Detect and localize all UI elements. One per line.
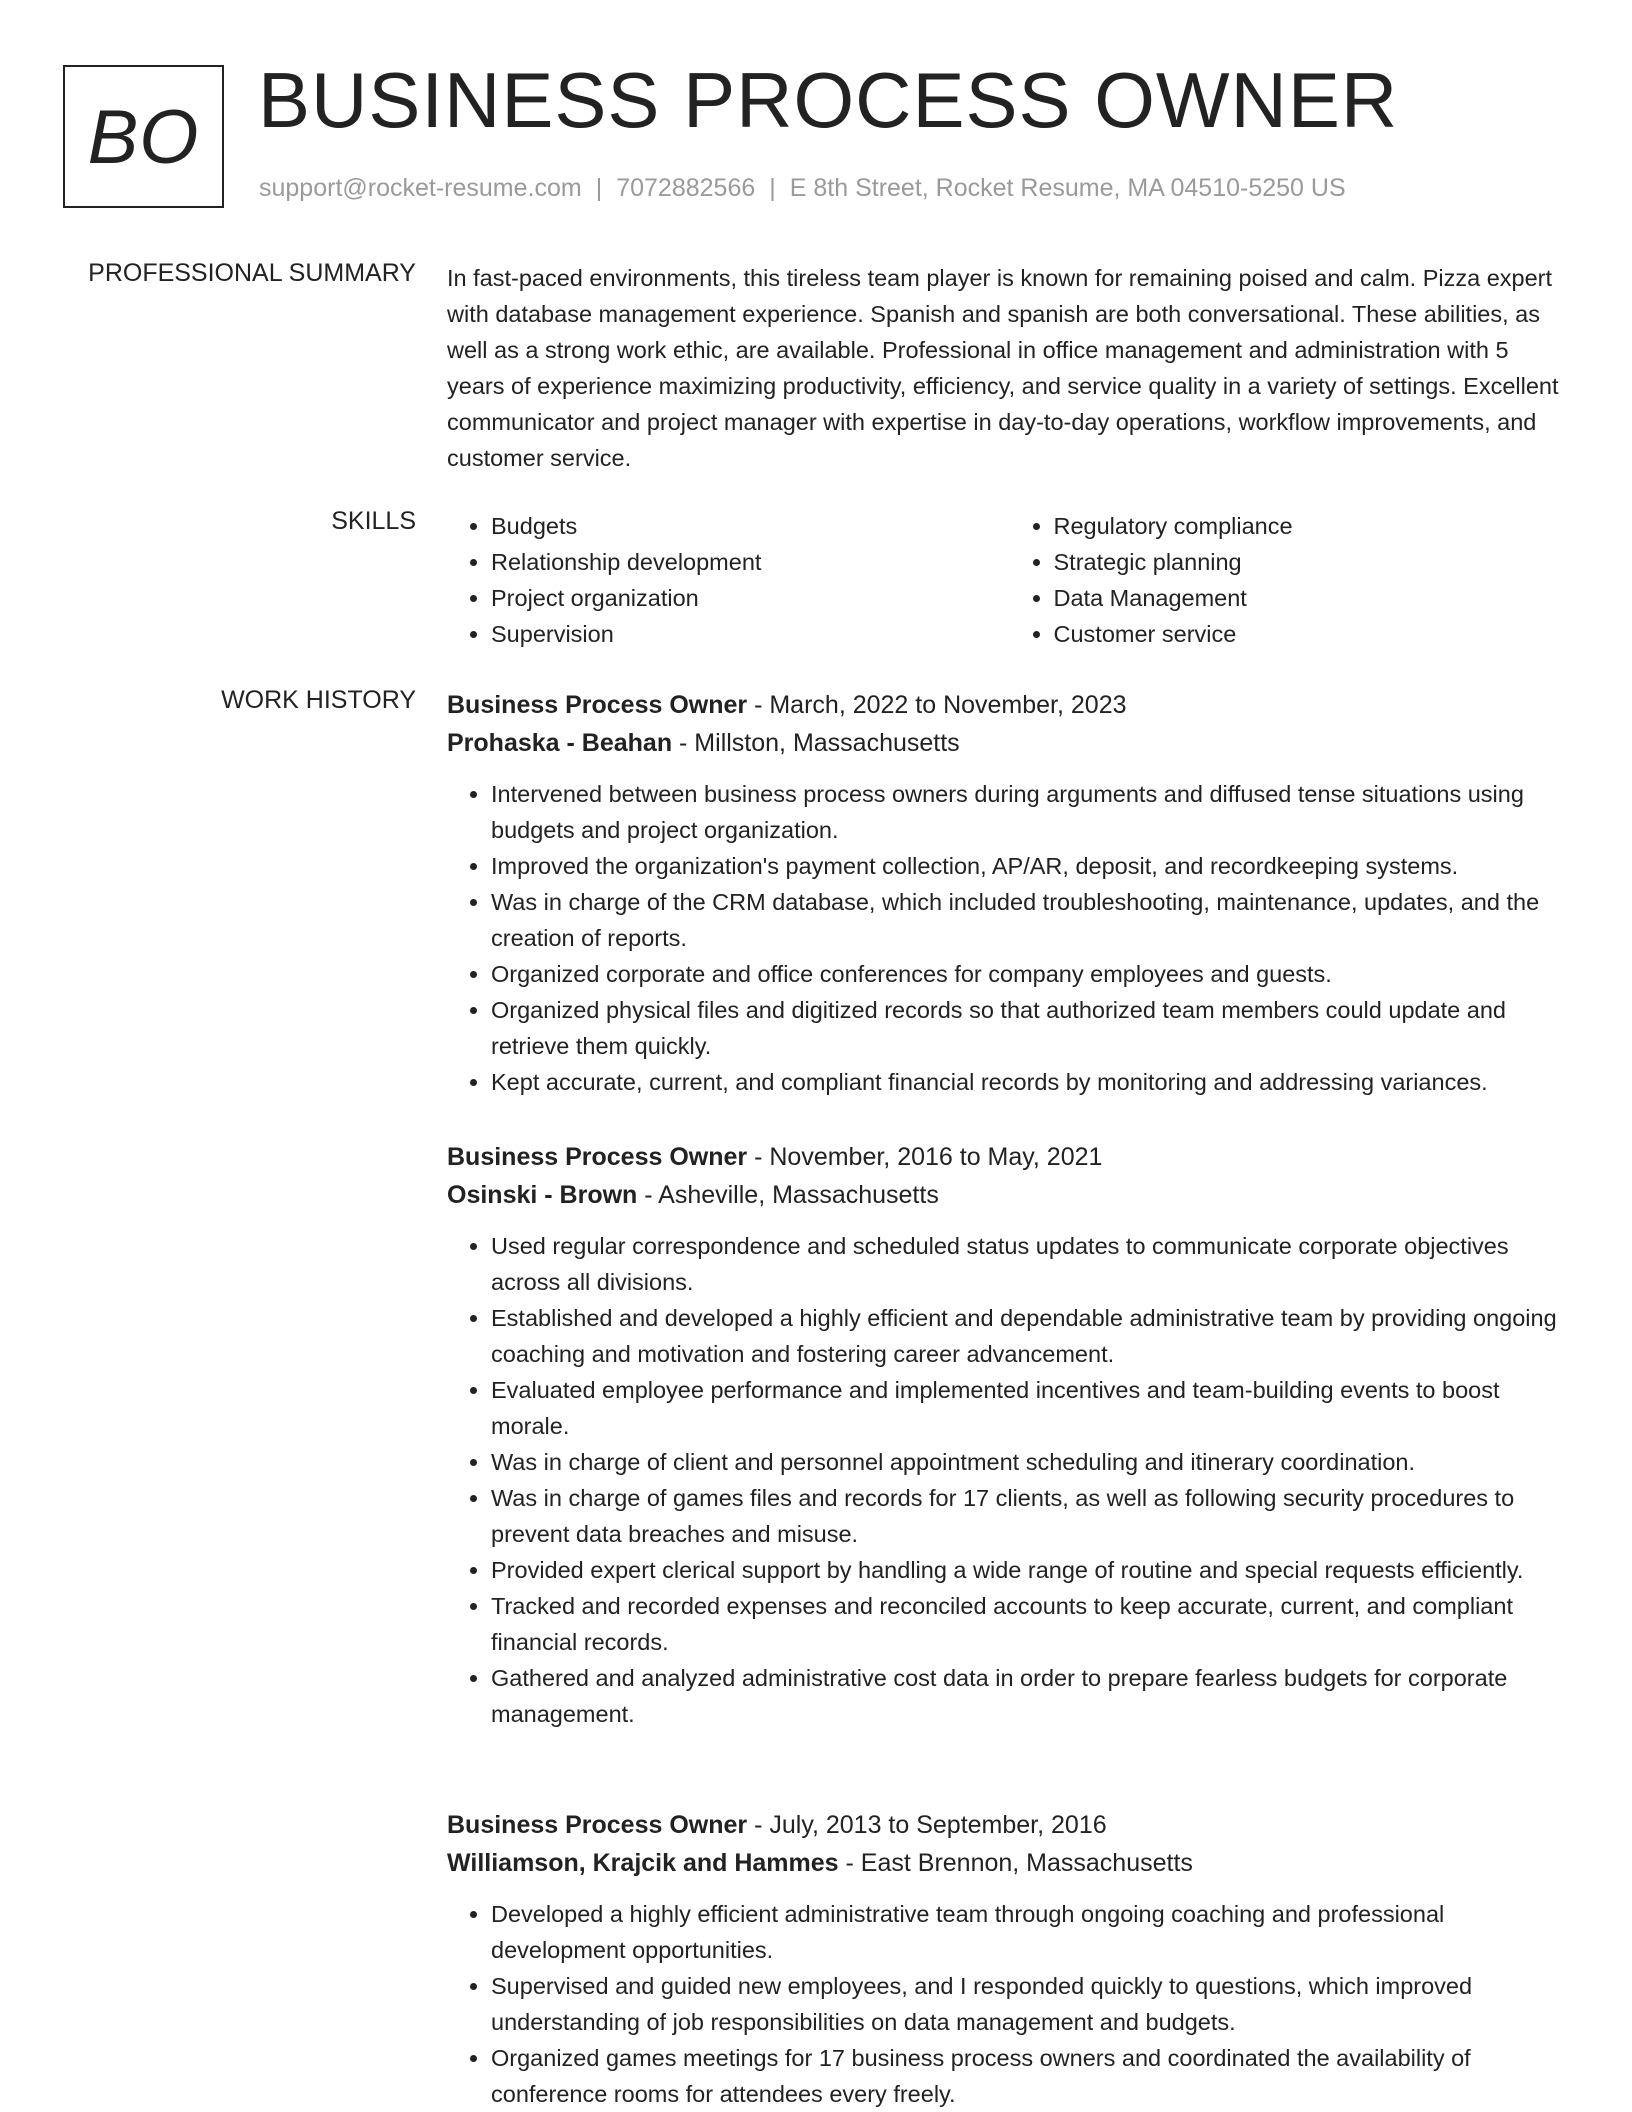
skills-list-right	[1010, 508, 1573, 652]
skill-item: • Strategic planning	[1054, 544, 1573, 580]
skill-item: • Regulatory compliance	[1054, 508, 1573, 544]
job-bullet: • Organized corporate and office conferences for company employees and guests.	[491, 956, 1572, 992]
job-company-line	[447, 724, 1572, 762]
job-bullet: • Developed a highly efficient administrative team through ongoing coaching and professional development opportunities.	[491, 1896, 1572, 1968]
job-bullet: • Used regular correspondence and scheduled status updates to communicate corporate objectives across all divisions.	[491, 1228, 1572, 1300]
job-dates: - November, 2016 to May, 2021	[747, 1143, 1103, 1171]
job-title-line	[447, 1138, 1572, 1176]
job-company: Prohaska - Beahan	[447, 729, 673, 757]
summary-content	[447, 260, 1572, 476]
contact-email[interactable]: support@rocket-resume.com	[259, 174, 582, 202]
skill-item: • Supervision	[491, 616, 1010, 652]
job-bullet: • Kept accurate, current, and compliant financial records by monitoring and addressing variances.	[491, 1064, 1572, 1100]
job-bullet: • Organized physical files and digitized records so that authorized team members could update and retrieve them quickly.	[491, 992, 1572, 1064]
job-location: - Millston, Massachusetts	[672, 729, 960, 757]
job-bullets	[447, 1228, 1572, 1732]
skills-heading: SKILLS	[331, 507, 416, 535]
skills-content	[447, 508, 1572, 652]
job-bullet: • Was in charge of client and personnel appointment scheduling and itinerary coordination.	[491, 1444, 1572, 1480]
job-company-line	[447, 1844, 1572, 1882]
summary-heading: PROFESSIONAL SUMMARY	[88, 259, 416, 287]
skills-grid	[447, 508, 1572, 652]
job-bullet: • Tracked and recorded expenses and reconciled accounts to keep accurate, current, and compliant financial records.	[491, 1588, 1572, 1660]
job-title: Business Process Owner	[447, 1811, 748, 1839]
contact-separator: |	[595, 174, 603, 202]
job-bullet: • Improved the organization's payment collection, AP/AR, deposit, and recordkeeping systems.	[491, 848, 1572, 884]
job-location: - Asheville, Massachusetts	[637, 1181, 939, 1209]
job-title-line	[447, 686, 1572, 724]
job-title: Business Process Owner	[447, 1143, 748, 1171]
skill-item: • Customer service	[1054, 616, 1573, 652]
job-dates: - March, 2022 to November, 2023	[747, 691, 1127, 719]
job-entry	[447, 1138, 1572, 1732]
contact-line	[259, 174, 1346, 203]
job-title: Business Process Owner	[447, 691, 748, 719]
job-title-line	[447, 1806, 1572, 1844]
job-bullet: • Intervened between business process owners during arguments and diffused tense situations using budgets and project organization.	[491, 776, 1572, 848]
job-company-line	[447, 1176, 1572, 1214]
job-entry	[447, 686, 1572, 1100]
contact-separator: |	[769, 174, 776, 202]
summary-text: In fast-paced environments, this tireless team player is known for remaining poised and calm. Pizza expert with database management experience. Spanish and spanish are both conversational. These abilities, as well as a strong work ethic, are available. Professional in office management and administration with 5 years of experience maximizing productivity, efficiency, and service quality in a variety of settings. Excellent communicator and project manager with expertise in day-to-day operations, workflow improvements, and customer service.	[447, 265, 1559, 471]
skill-item: • Data Management	[1054, 580, 1573, 616]
job-company: Williamson, Krajcik and Hammes	[447, 1849, 839, 1877]
job-bullet: • Established and developed a highly efficient and dependable administrative team by providing ongoing coaching and motivation and fostering career advancement.	[491, 1300, 1572, 1372]
skill-item: • Budgets	[491, 508, 1010, 544]
contact-address: E 8th Street, Rocket Resume, MA 04510-5250 US	[789, 174, 1346, 202]
monogram-initials: BO	[87, 95, 200, 180]
job-bullet: • Organized games meetings for 17 business process owners and coordinated the availability of conference rooms for attendees every freely.	[491, 2040, 1572, 2112]
resume-title: BUSINESS PROCESS OWNER	[258, 56, 1399, 144]
monogram-box	[63, 65, 224, 208]
skills-list-left	[447, 508, 1010, 652]
job-company: Osinski - Brown	[447, 1181, 638, 1209]
job-bullets	[447, 1896, 1572, 2112]
job-bullet: • Was in charge of games files and records for 17 clients, as well as following security procedures to prevent data breaches and misuse.	[491, 1480, 1572, 1552]
job-dates: - July, 2013 to September, 2016	[747, 1811, 1107, 1839]
job-bullet: • Evaluated employee performance and implemented incentives and team-building events to boost morale.	[491, 1372, 1572, 1444]
job-entry	[447, 1806, 1572, 2112]
job-bullet: • Provided expert clerical support by handling a wide range of routine and special requests efficiently.	[491, 1552, 1572, 1588]
contact-phone[interactable]: 7072882566	[616, 174, 756, 202]
job-bullets	[447, 776, 1572, 1100]
work-history-heading: WORK HISTORY	[221, 686, 416, 714]
skill-item: • Relationship development	[491, 544, 1010, 580]
skill-item: • Project organization	[491, 580, 1010, 616]
job-bullet: • Gathered and analyzed administrative cost data in order to prepare fearless budgets for corporate management.	[491, 1660, 1572, 1732]
job-bullet: • Was in charge of the CRM database, which included troubleshooting, maintenance, updates, and the creation of reports.	[491, 884, 1572, 956]
job-bullet: • Supervised and guided new employees, and I responded quickly to questions, which improved understanding of job responsibilities on data management and budgets.	[491, 1968, 1572, 2040]
job-location: - East Brennon, Massachusetts	[838, 1849, 1193, 1877]
